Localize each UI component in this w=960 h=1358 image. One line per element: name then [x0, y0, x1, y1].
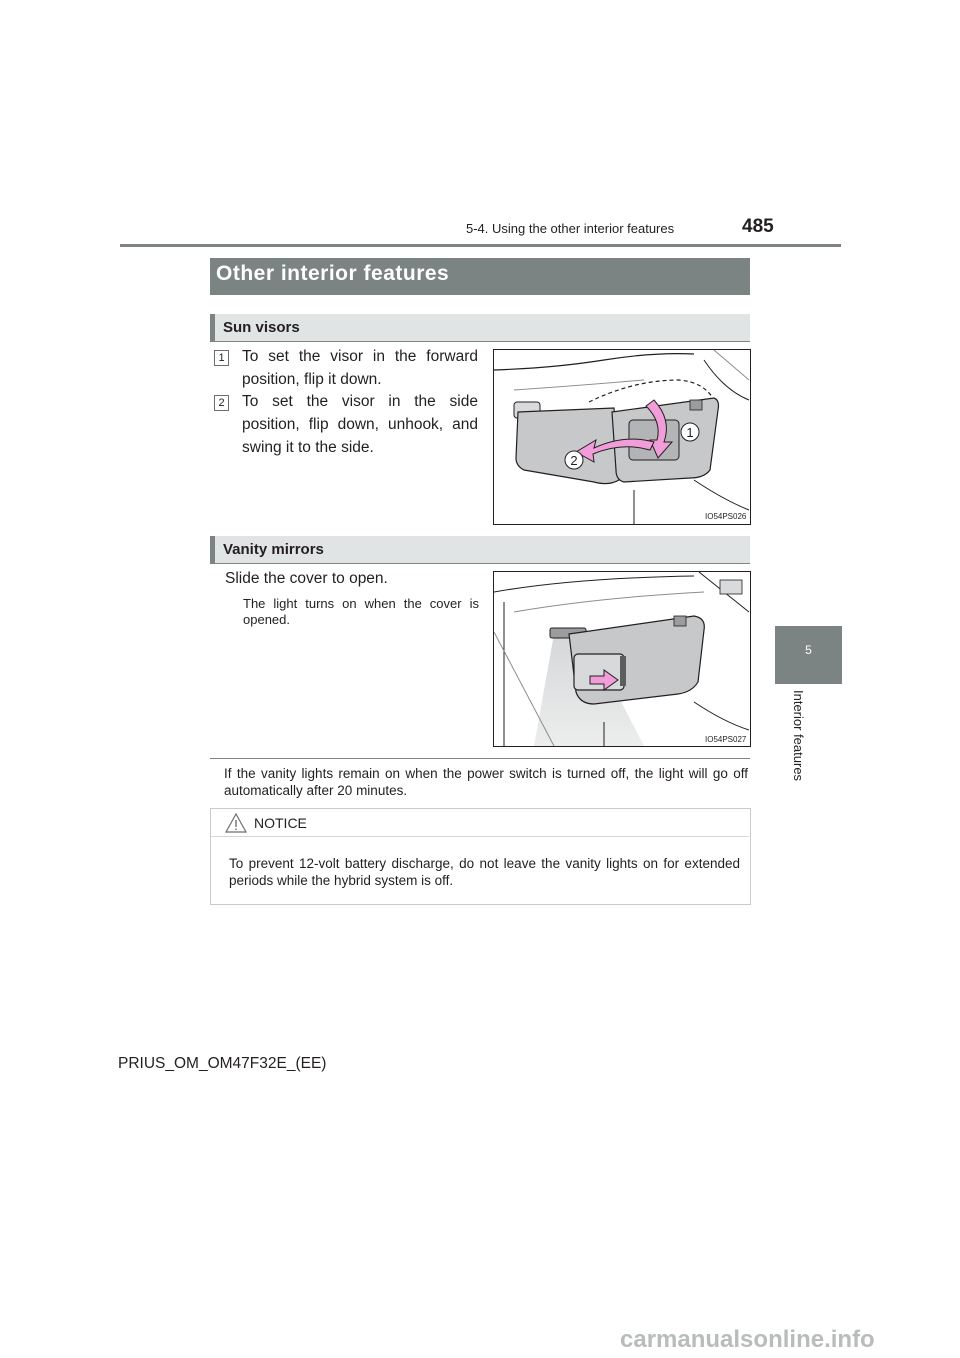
step-1-number: 1 — [214, 350, 229, 366]
callout-1-label: 1 — [686, 425, 694, 440]
callout-2-label: 2 — [570, 453, 578, 468]
page-title: Other interior features — [216, 262, 450, 285]
header-rule — [120, 244, 841, 247]
vanity-mirror-illustration — [494, 572, 750, 746]
sun-visors-header-marker — [210, 314, 215, 342]
running-header-section: 5-4. Using the other interior features — [466, 221, 675, 236]
vanity-mirror-figure — [493, 571, 751, 747]
auto-off-text: If the vanity lights remain on when the power switch is turned off, the light will go off automatically after 20 minutes. — [224, 766, 748, 798]
notice-text: To prevent 12-volt battery discharge, do not leave the vanity lights on for extended periods while the hybrid system is off. — [229, 856, 740, 888]
chapter-label: Interior features — [791, 690, 806, 782]
notice-label: NOTICE — [254, 815, 307, 831]
warning-triangle-icon — [224, 812, 248, 834]
watermark: carmanualsonline.info — [620, 1326, 875, 1353]
document-footer-code: PRIUS_OM_OM47F32E_(EE) — [118, 1055, 327, 1072]
chapter-number: 5 — [805, 643, 812, 657]
vanity-note: The light turns on when the cover is opened. — [243, 596, 479, 627]
step-2-text: To set the visor in the side position, flip down, unhook, and swing it to the side. — [242, 393, 478, 456]
sun-visor-figure-code: IO54PS026 — [705, 512, 747, 521]
vanity-figure-code: IO54PS027 — [705, 735, 747, 744]
sun-visor-illustration — [494, 350, 750, 524]
vanity-instruction: Slide the cover to open. — [225, 570, 388, 587]
sun-visor-figure — [493, 349, 751, 525]
vanity-mirrors-heading: Vanity mirrors — [223, 541, 324, 558]
step-1-text: To set the visor in the forward position, flip it down. — [242, 348, 478, 388]
vanity-mirrors-header-marker — [210, 536, 215, 564]
sun-visors-heading: Sun visors — [223, 319, 300, 336]
section-separator — [210, 758, 750, 759]
notice-divider — [211, 836, 749, 837]
step-2-number: 2 — [214, 395, 229, 411]
page-number: 485 — [742, 216, 774, 237]
